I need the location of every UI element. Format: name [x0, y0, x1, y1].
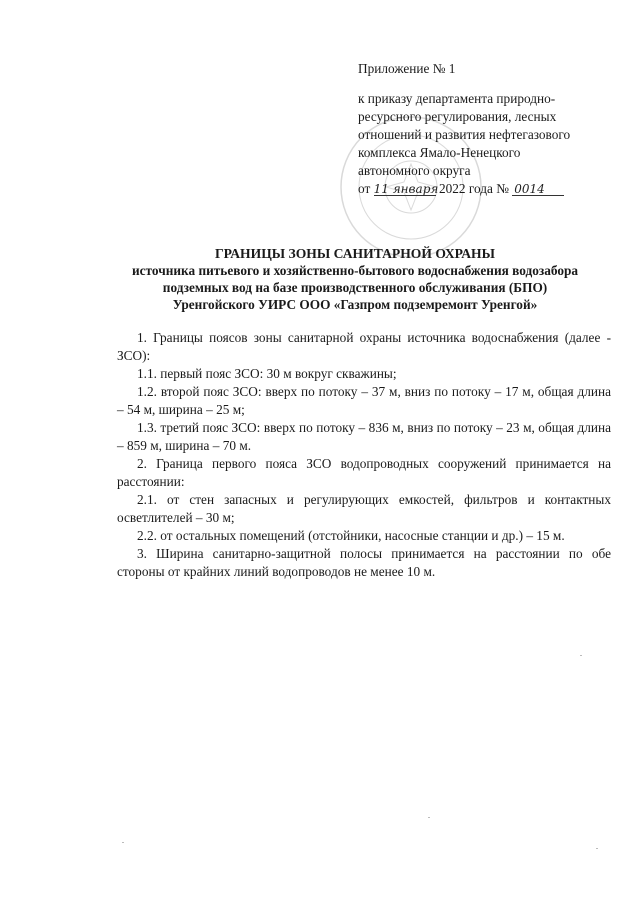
- header-line: к приказу департамента природно-: [358, 91, 556, 106]
- scan-speck: [122, 842, 124, 843]
- scan-speck: [580, 655, 582, 656]
- document-body: [117, 329, 611, 581]
- header-line: отношений и развития нефтегазового: [358, 127, 571, 142]
- handwritten-order-number: 0014: [512, 180, 564, 196]
- appendix-label: Приложение № 1: [358, 61, 456, 76]
- appendix-header: [358, 60, 618, 198]
- header-line: ресурсного регулирования, лесных: [358, 109, 557, 124]
- scan-speck: [596, 848, 598, 849]
- paragraph: 2.1. от стен запасных и регулирующих емкостей, фильтров и контактных осветлителей – 30 м;: [117, 492, 611, 525]
- document-title: [60, 245, 640, 313]
- paragraph: 1. Границы поясов зоны санитарной охраны источника водоснабжения (далее - ЗСО):: [117, 330, 611, 363]
- date-prefix: от: [358, 181, 371, 196]
- header-line: комплекса Ямало-Ненецкого: [358, 145, 521, 160]
- header-line: автономного округа: [358, 163, 471, 178]
- scan-speck: [428, 817, 430, 818]
- paragraph: 1.1. первый пояс ЗСО: 30 м вокруг скважины;: [137, 366, 397, 381]
- paragraph: 2. Граница первого пояса ЗСО водопроводных сооружений принимается на расстоянии:: [117, 456, 611, 489]
- title-subline: источника питьевого и хозяйственно-бытового водоснабжения водозабора: [131, 263, 579, 278]
- paragraph: 2.2. от остальных помещений (отстойники, насосные станции и др.) – 15 м.: [137, 528, 565, 543]
- paragraph: 1.2. второй пояс ЗСО: вверх по потоку – 37 м, вниз по потоку – 17 м, общая длина – 54 м, ширина – 25 м;: [117, 384, 611, 417]
- date-year: 2022 года №: [438, 181, 509, 196]
- title-main: ГРАНИЦЫ ЗОНЫ САНИТАРНОЙ ОХРАНЫ: [215, 246, 495, 261]
- title-subline: подземных вод на базе производственного обслуживания (БПО): [162, 280, 548, 295]
- paragraph: 1.3. третий пояс ЗСО: вверх по потоку – 836 м, вниз по потоку – 23 м, общая длина – 859 м, ширина – 70 м.: [117, 420, 611, 453]
- order-date-line: [358, 180, 618, 198]
- handwritten-date: 11 января: [373, 182, 439, 196]
- title-subline: Уренгойского УИРС ООО «Газпром подземремонт Уренгой»: [172, 297, 538, 312]
- paragraph: 3. Ширина санитарно-защитной полосы принимается на расстоянии по обе стороны от крайних линий водопроводов не менее 10 м.: [117, 546, 611, 579]
